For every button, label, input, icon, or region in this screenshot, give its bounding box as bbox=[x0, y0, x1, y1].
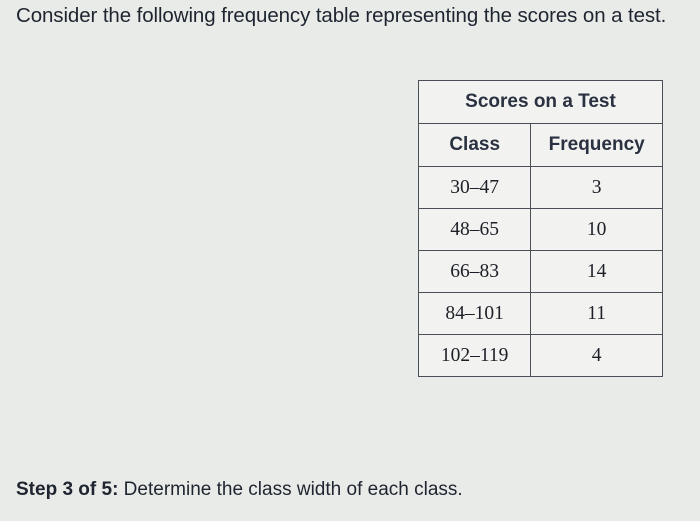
table-caption-row bbox=[419, 81, 663, 124]
table-row bbox=[419, 293, 663, 335]
frequency-cell: 11 bbox=[531, 293, 663, 335]
table-row bbox=[419, 251, 663, 293]
table-row bbox=[419, 335, 663, 377]
question-prompt: Consider the following frequency table representing the scores on a test. bbox=[16, 4, 667, 27]
table-row bbox=[419, 167, 663, 209]
column-header-frequency: Frequency bbox=[531, 124, 663, 167]
class-cell: 102–119 bbox=[419, 335, 531, 377]
table-header-row bbox=[419, 124, 663, 167]
class-cell: 66–83 bbox=[419, 251, 531, 293]
table-caption: Scores on a Test bbox=[419, 81, 663, 124]
frequency-cell: 10 bbox=[531, 209, 663, 251]
class-cell: 30–47 bbox=[419, 167, 531, 209]
class-cell: 84–101 bbox=[419, 293, 531, 335]
step-label: Step 3 of 5: bbox=[16, 479, 119, 500]
step-instruction bbox=[16, 479, 463, 501]
step-text: Determine the class width of each class. bbox=[118, 479, 463, 500]
class-cell: 48–65 bbox=[419, 209, 531, 251]
frequency-cell: 4 bbox=[531, 335, 663, 377]
frequency-cell: 3 bbox=[531, 167, 663, 209]
frequency-cell: 14 bbox=[531, 251, 663, 293]
frequency-table bbox=[418, 80, 663, 377]
table-row bbox=[419, 209, 663, 251]
column-header-class: Class bbox=[419, 124, 531, 167]
